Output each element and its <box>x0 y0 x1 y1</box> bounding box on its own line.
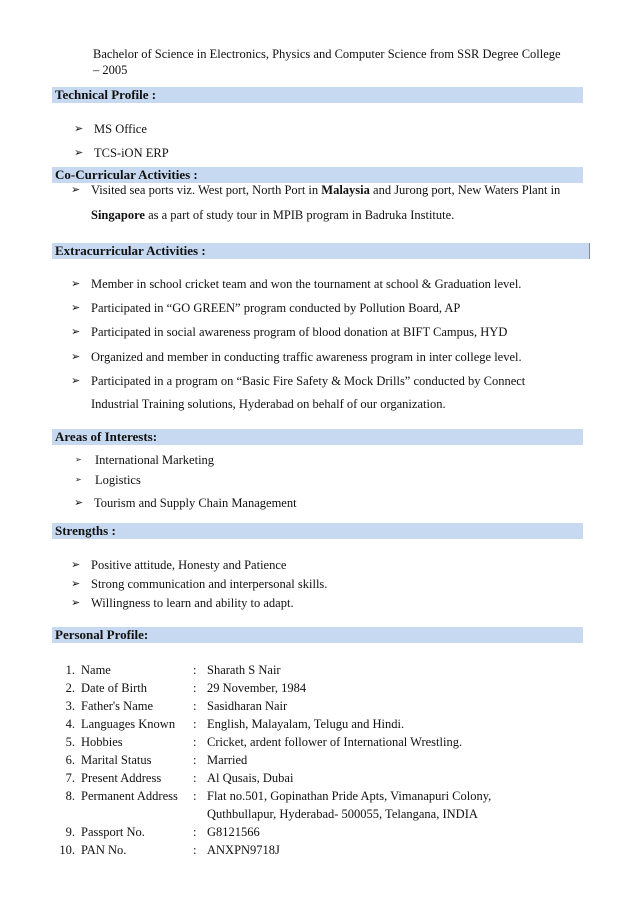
arrow-bullet-icon: ➢ <box>71 597 81 609</box>
section-heading-interests: Areas of Interests: <box>52 429 583 445</box>
list-item-cont: Singapore as a part of study tour in MPIB program in Badruka Institute. <box>91 208 455 222</box>
section-heading-strengths: Strengths : <box>52 523 583 539</box>
section-heading-technical-profile: Technical Profile : <box>52 87 583 103</box>
arrow-bullet-icon: ➢ <box>71 302 81 314</box>
arrow-bullet-icon: ➢ <box>71 351 81 363</box>
profile-row-cont: Quthbullapur, Hyderabad- 500055, Telangana, INDIA <box>207 807 478 821</box>
arrow-bullet-icon: ➢ <box>74 123 84 135</box>
arrow-bullet-icon: ➢ <box>71 375 81 387</box>
arrow-bullet-icon: ➢ <box>71 326 81 338</box>
arrow-bullet-icon: ➢ <box>71 559 81 571</box>
education-line-cont: – 2005 <box>93 63 128 77</box>
section-heading-co-curricular: Co-Curricular Activities : <box>52 167 583 183</box>
arrow-bullet-icon: ➢ <box>75 475 82 484</box>
education-line: Bachelor of Science in Electronics, Physics and Computer Science from SSR Degree College <box>93 47 561 61</box>
arrow-bullet-icon: ➢ <box>74 147 84 159</box>
arrow-bullet-icon: ➢ <box>75 455 82 464</box>
arrow-bullet-icon: ➢ <box>71 578 81 590</box>
section-heading-extracurricular: Extracurricular Activities : <box>52 243 590 259</box>
section-heading-personal-profile: Personal Profile: <box>52 627 583 643</box>
arrow-bullet-icon: ➢ <box>71 278 81 290</box>
arrow-bullet-icon: ➢ <box>74 497 84 509</box>
arrow-bullet-icon: ➢ <box>71 184 81 196</box>
list-item-cont: Industrial Training solutions, Hyderabad on behalf of our organization. <box>91 397 446 411</box>
